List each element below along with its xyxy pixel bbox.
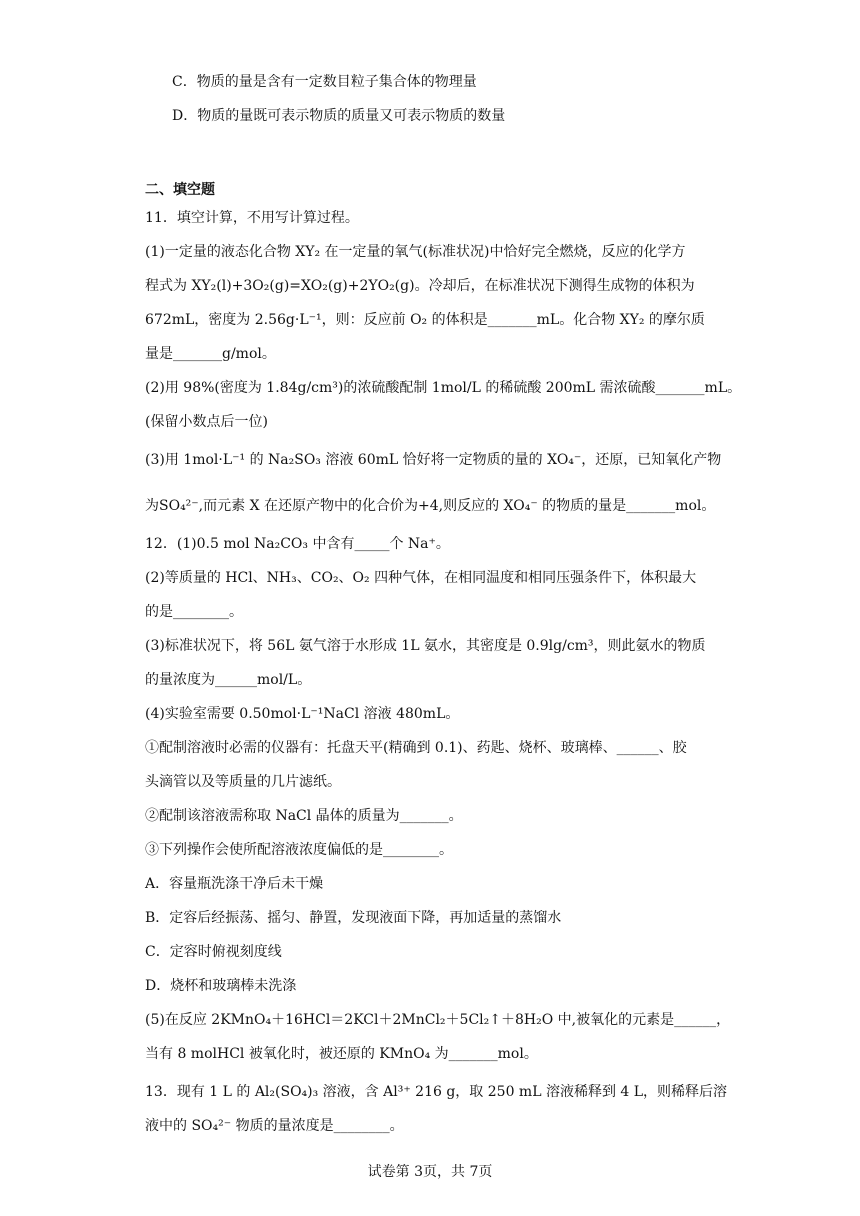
text-line: 液中的 SO₄²⁻ 物质的量浓度是________。	[145, 1118, 404, 1134]
text-line: (3)用 1mol·L⁻¹ 的 Na₂SO₃ 溶液 60mL 恰好将一定物质的量的 XO₄⁻，还原，已知氧化产物	[145, 452, 722, 468]
option-d: D．物质的量既可表示物质的质量又可表示物质的数量	[172, 108, 506, 124]
question-13: 13．现有 1 L 的 Al₂(SO₄)₃ 溶液，含 Al³⁺ 216 g，取 250 mL 溶液稀释到 4 L，则稀释后溶	[145, 1084, 728, 1100]
text-line: 量是_______g/mol。	[145, 346, 276, 362]
choice-c: C．定容时俯视刻度线	[145, 944, 282, 960]
text-line: 当有 8 molHCl 被氧化时，被还原的 KMnO₄ 为_______mol。	[145, 1046, 538, 1062]
text-line: ①配制溶液时必需的仪器有：托盘天平(精确到 0.1)、药匙、烧杯、玻璃棒、______、胶	[145, 740, 687, 756]
text-line: (5)在反应 2KMnO₄＋16HCl＝2KCl＋2MnCl₂＋5Cl₂↑＋8H₂O 中,被氧化的元素是______，	[145, 1012, 731, 1028]
text-line: ②配制该溶液需称取 NaCl 晶体的质量为_______。	[145, 808, 463, 824]
choice-a: A．容量瓶洗涤干净后未干燥	[145, 876, 324, 892]
question-12: 12．(1)0.5 mol Na₂CO₃ 中含有_____个 Na⁺。	[145, 536, 450, 552]
choice-b: B．定容后经振荡、摇匀、静置，发现液面下降，再加适量的蒸馏水	[145, 910, 562, 926]
text-line: 672mL，密度为 2.56g·L⁻¹，则：反应前 O₂ 的体积是_______mL。化合物 XY₂ 的摩尔质	[145, 312, 705, 328]
text-line: (4)实验室需要 0.50mol·L⁻¹NaCl 溶液 480mL。	[145, 706, 460, 722]
page-footer: 试卷第 3页，共 7页	[367, 1164, 493, 1180]
choice-d: D．烧杯和玻璃棒未洗涤	[145, 978, 297, 994]
text-line: (2)用 98%(密度为 1.84g/cm³)的浓硫酸配制 1mol/L 的稀硫酸 200mL 需浓硫酸_______mL。	[145, 380, 742, 396]
text-line: 为SO₄²⁻,而元素 X 在还原产物中的化合价为+4,则反应的 XO₄⁻ 的物质的量是_______mol。	[145, 498, 716, 514]
option-c: C．物质的量是含有一定数目粒子集合体的物理量	[172, 74, 477, 90]
text-line: 的量浓度为______mol/L。	[145, 672, 312, 688]
text-line: (2)等质量的 HCl、NH₃、CO₂、O₂ 四种气体，在相同温度和相同压强条件下，体积最大	[145, 570, 697, 586]
text-line: 的是________。	[145, 604, 243, 620]
text-line: 头滴管以及等质量的几片滤纸。	[145, 774, 341, 790]
question-11: 11．填空计算，不用写计算过程。	[145, 210, 359, 226]
text-line: ③下列操作会使所配溶液浓度偏低的是________。	[145, 842, 453, 858]
section-heading: 二、填空题	[145, 182, 215, 198]
text-line: (1)一定量的液态化合物 XY₂ 在一定量的氧气(标准状况)中恰好完全燃烧，反应的化学方	[145, 244, 686, 260]
text-line: 程式为 XY₂(l)+3O₂(g)=XO₂(g)+2YO₂(g)。冷却后，在标准状况下测得生成物的体积为	[145, 278, 695, 294]
text-line: (保留小数点后一位)	[145, 414, 268, 430]
text-line: (3)标准状况下，将 56L 氨气溶于水形成 1L 氨水，其密度是 0.9lg/cm³，则此氨水的物质	[145, 638, 706, 654]
